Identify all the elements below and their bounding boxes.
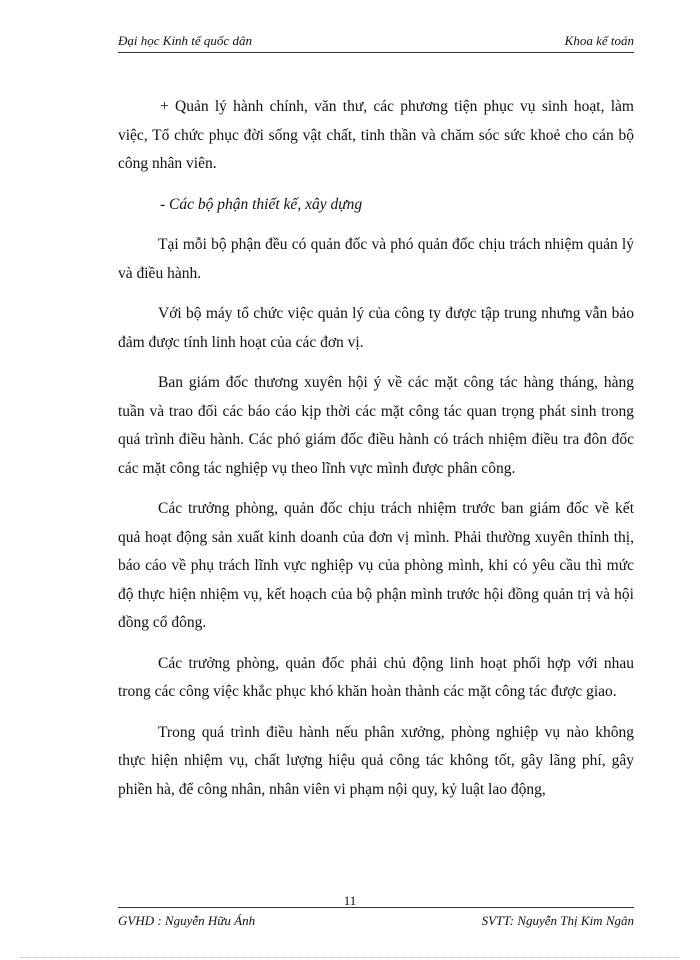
paragraph-board-meetings: Ban giám đốc thương xuyên hội ý về các mặt công tác hàng tháng, hàng tuần và trao đổi các báo cáo kịp thời các mặt công tác quan trọng phát sinh trong quá trình điều hành. Các phó giám đốc điều hành có trách nhiệm điều tra đôn đốc các mặt công tác nghiệp vụ theo lĩnh vực mình được phân công. [118, 374, 634, 477]
page-number: 11 [343, 893, 357, 908]
page-edge-dotted-line [20, 957, 680, 958]
paragraph-admin-duties: + Quản lý hành chính, văn thư, các phương tiện phục vụ sinh hoạt, làm việc, Tổ chức phục đời sống vật chất, tinh thần và chăm sóc sức khoẻ cho cán bộ công nhân viên. [118, 98, 634, 172]
paragraph-coordination: Các trưởng phòng, quản đốc phải chủ động linh hoạt phối hợp với nhau trong các công việc khắc phục khó khăn hoàn thành các mặt công tác được giao. [118, 654, 634, 700]
section-heading-design-departments: - Các bộ phận thiết kế, xây dựng [160, 195, 363, 213]
paragraph-violations: Trong quá trình điều hành nếu phân xưởng, phòng nghiệp vụ nào không thực hiện nhiệm vụ, chất lượng hiệu quả công tác không tốt, gây lãng phí, gây phiền hà, để công nhân, nhân viên vi phạm nội quy, kỷ luật lao động, [118, 723, 634, 798]
paragraph-department-managers: Tại mỗi bộ phận đều có quản đốc và phó quản đốc chịu trách nhiệm quản lý và điều hành. [118, 236, 634, 282]
footer-supervisor: GVHD : Nguyễn Hữu Ánh [118, 913, 256, 928]
paragraph-head-responsibilities: Các trưởng phòng, quản đốc chịu trách nhiệm trước ban giám đốc về kết quả hoạt động sản xuất kinh doanh của đơn vị mình. Phải thường xuyên thỉnh thị, báo cáo về phụ trách lĩnh vực nghiệp vụ của phòng mình, khi có yêu cầu thì mức độ thực hiện nhiệm vụ, kết hoạch của bộ phận mình trước hội đồng quản trị và hội đồng cổ đông. [118, 500, 634, 631]
header-faculty: Khoa kế toán [564, 33, 634, 48]
paragraph-management-structure: Với bộ máy tổ chức việc quản lý của công ty được tập trung nhưng vẫn bảo đảm được tính linh hoạt của các đơn vị. [118, 305, 634, 351]
header-university: Đại học Kinh tế quốc dân [118, 33, 252, 48]
document-body [118, 93, 634, 816]
footer-student: SVTT: Nguyễn Thị Kim Ngân [481, 913, 634, 928]
page-header [118, 30, 634, 53]
footer-divider [118, 907, 634, 908]
